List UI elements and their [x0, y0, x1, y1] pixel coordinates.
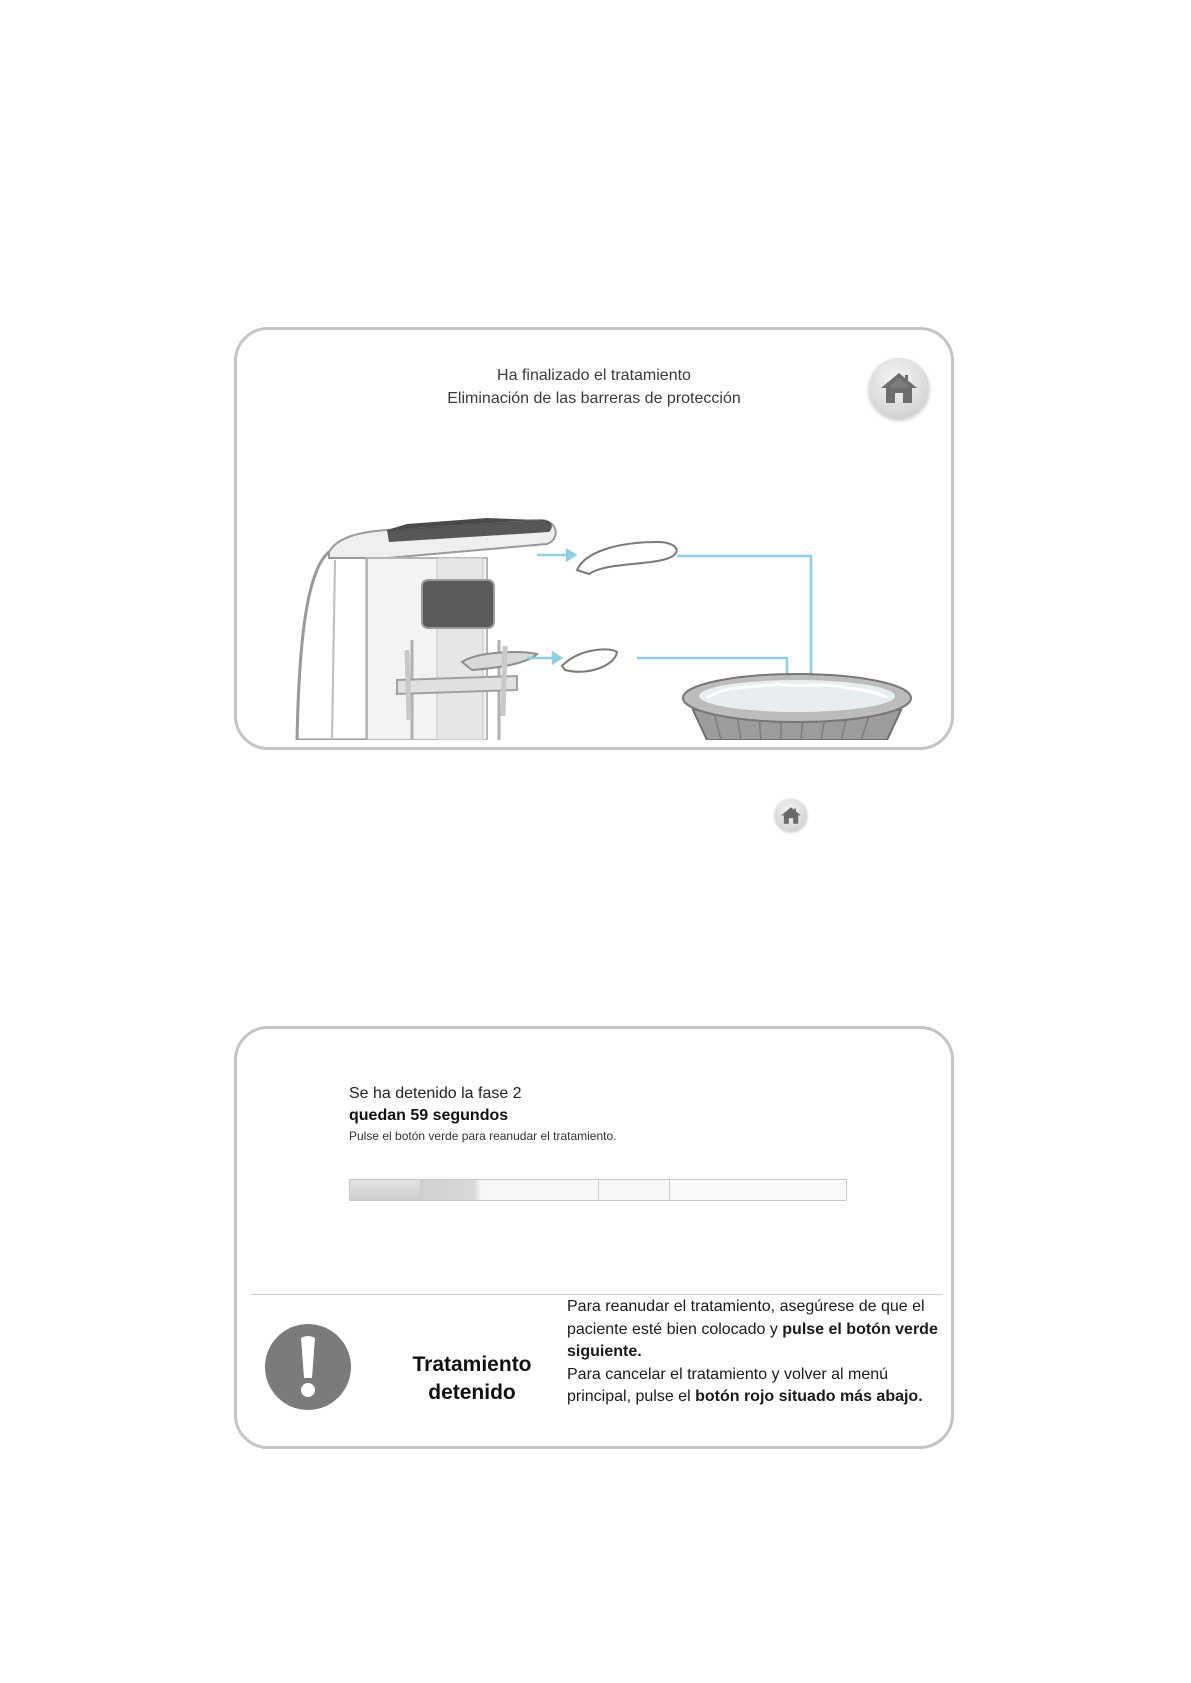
phase-progress-bar [349, 1179, 847, 1201]
title-line-2: Eliminación de las barreras de protección [447, 390, 741, 407]
barrier-forehead [577, 542, 677, 574]
home-button[interactable] [869, 358, 929, 418]
progress-segment [670, 1180, 846, 1200]
treatment-stopped-screen [234, 1026, 954, 1449]
inline-home-icon-reference [775, 799, 807, 831]
removal-arrows [527, 550, 816, 695]
resume-instruction-bold: pulse el botón verde siguiente. [567, 1320, 938, 1360]
waste-bin [683, 674, 911, 740]
cancel-instruction: Para cancelar el tratamiento y volver al menú principal, pulse el [567, 1365, 889, 1405]
cancel-instruction-bold: botón rojo situado más abajo. [695, 1388, 923, 1405]
treatment-finished-screen [234, 327, 954, 750]
stopped-title-line-2: detenido [428, 1381, 516, 1404]
stopped-title [397, 1351, 547, 1407]
exclamation-icon [265, 1324, 351, 1410]
home-icon [879, 371, 919, 405]
remaining-time: quedan 59 segundos [349, 1107, 509, 1124]
barrier-chin [562, 649, 617, 671]
progress-segment [421, 1180, 599, 1200]
screen-title [237, 364, 951, 410]
progress-segment [350, 1180, 421, 1200]
barrier-removal-illustration [237, 440, 951, 740]
home-icon [780, 806, 802, 825]
resume-instruction: Para reanudar el tratamiento, asegúrese de que el paciente esté bien colocado y [567, 1298, 925, 1338]
status-block [349, 1083, 617, 1145]
title-line-1: Ha finalizado el tratamiento [497, 367, 691, 384]
resume-hint: Pulse el botón verde para reanudar el tratamiento. [349, 1129, 617, 1143]
instructions-text [567, 1296, 949, 1409]
phase-status: Se ha detenido la fase 2 [349, 1085, 522, 1102]
divider [251, 1294, 943, 1295]
stopped-title-line-1: Tratamiento [412, 1353, 532, 1376]
progress-segment [599, 1180, 670, 1200]
